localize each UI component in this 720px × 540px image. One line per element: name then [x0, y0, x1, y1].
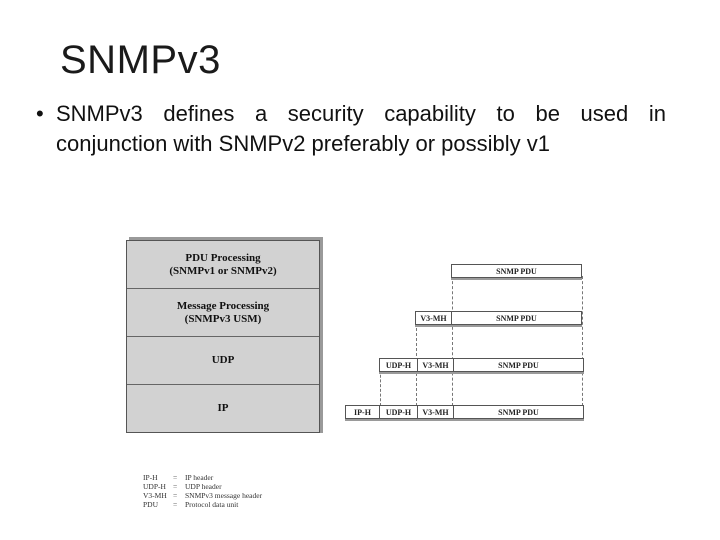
v3-mh-cell: V3-MH — [418, 359, 454, 371]
legend-equals: = — [173, 482, 178, 491]
bullet-item — [36, 99, 666, 159]
layer-pdu-processing-line1: PDU Processing — [185, 251, 261, 264]
legend-row — [143, 500, 262, 509]
v3-mh-cell: V3-MH — [418, 406, 454, 418]
slide-title: SNMPv3 — [60, 38, 221, 82]
layer-ip-label: IP — [217, 402, 229, 414]
dashed-guide-left-pdu — [452, 276, 453, 406]
legend-abbr: IP-H — [143, 473, 158, 482]
legend-equals: = — [173, 473, 178, 482]
layer-ip — [127, 385, 319, 432]
legend-equals: = — [173, 500, 178, 509]
legend-desc: SNMPv3 message header — [185, 491, 263, 500]
packet-row-udp — [379, 358, 584, 372]
legend-row — [143, 473, 262, 482]
packet-row-ip — [345, 405, 584, 419]
legend-desc: UDP header — [185, 482, 222, 491]
layer-pdu-processing — [127, 241, 319, 289]
packet-row-message — [415, 311, 582, 325]
layer-pdu-processing-line2: (SNMPv1 or SNMPv2) — [169, 264, 277, 277]
ip-h-cell: IP-H — [346, 406, 380, 418]
snmp-pdu-cell: SNMP PDU — [496, 266, 537, 276]
snmp-pdu-cell: SNMP PDU — [498, 407, 539, 417]
udp-h-cell: UDP-H — [380, 406, 418, 418]
legend-abbr: V3-MH — [143, 491, 167, 500]
dashed-guide-udp — [380, 370, 381, 406]
protocol-stack — [126, 240, 320, 433]
bullet-symbol: • — [36, 101, 44, 126]
layer-message-processing-line2: (SNMPv3 USM) — [184, 312, 262, 325]
udp-h-cell: UDP-H — [380, 359, 418, 371]
packet-row-pdu — [451, 264, 582, 278]
layer-message-processing-line1: Message Processing — [176, 299, 270, 312]
legend-desc: IP header — [185, 473, 214, 482]
protocol-stack-diagram — [126, 240, 320, 433]
legend — [143, 473, 262, 509]
legend-row — [143, 491, 262, 500]
layer-message-processing — [127, 289, 319, 337]
layer-udp — [127, 337, 319, 385]
dashed-guide-right — [582, 276, 583, 406]
legend-row — [143, 482, 262, 491]
layer-udp-label: UDP — [211, 354, 235, 366]
snmp-pdu-cell: SNMP PDU — [496, 313, 537, 323]
legend-abbr: UDP-H — [143, 482, 166, 491]
legend-equals: = — [173, 491, 178, 500]
snmp-pdu-cell: SNMP PDU — [498, 360, 539, 370]
v3-mh-cell: V3-MH — [416, 312, 452, 324]
legend-abbr: PDU — [143, 500, 159, 509]
legend-desc: Protocol data unit — [185, 500, 239, 509]
bullet-text: SNMPv3 defines a security capability to be used in conjunction with SNMPv2 preferably or possibly v1 — [56, 101, 666, 156]
